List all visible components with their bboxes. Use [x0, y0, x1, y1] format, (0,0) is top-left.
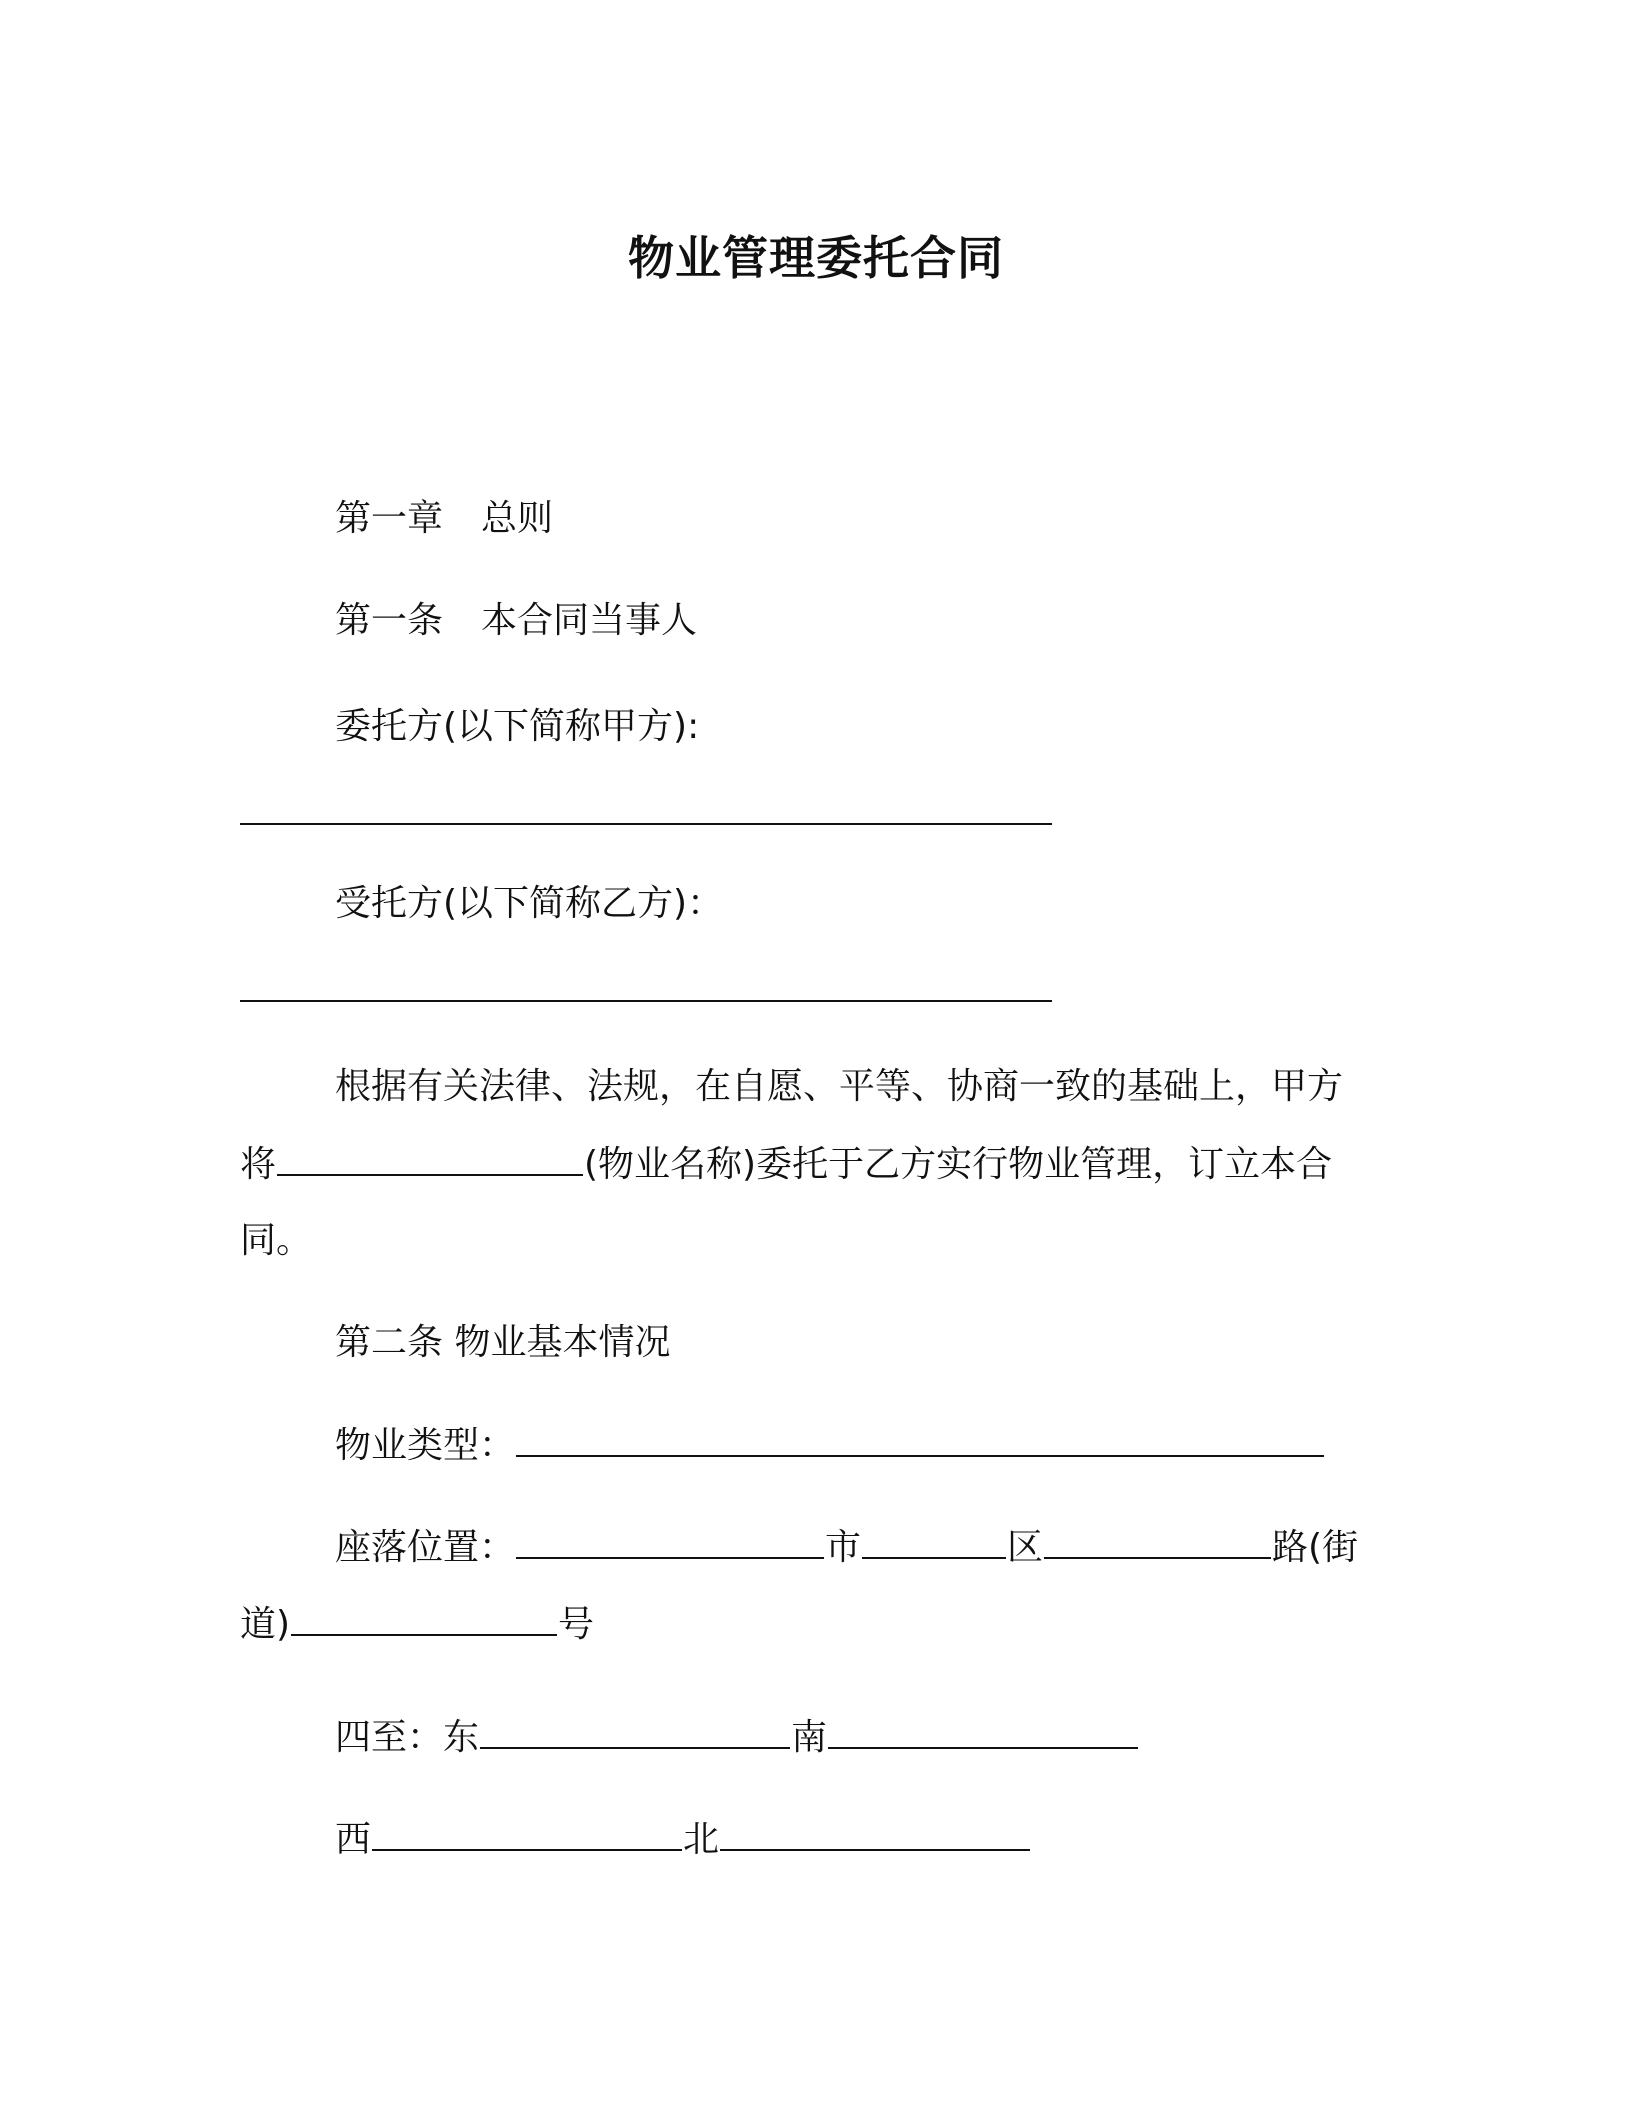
- party-b-blank: [240, 1000, 1052, 1002]
- west-blank: [372, 1815, 682, 1851]
- property-name-blank: [277, 1140, 583, 1176]
- article-1-heading: [335, 597, 697, 645]
- property-type-label: 物业类型：: [335, 1425, 516, 1466]
- article-1-name: 本合同当事人: [481, 600, 698, 641]
- chapter-name: 总则: [481, 498, 554, 539]
- party-a-blank: [240, 823, 1052, 825]
- city-blank: [516, 1523, 824, 1559]
- article-2-heading: 第二条 物业基本情况: [335, 1322, 671, 1363]
- bounds-line-1: [335, 1713, 1139, 1762]
- preamble-line-3: 同。: [240, 1220, 313, 1261]
- north-blank: [720, 1815, 1030, 1851]
- east-blank: [480, 1713, 790, 1749]
- west-label: 西: [335, 1819, 372, 1860]
- preamble-line-2: [240, 1140, 1332, 1189]
- property-type-blank: [516, 1421, 1324, 1457]
- south-blank: [828, 1713, 1138, 1749]
- preamble-rest: (物业名称)委托于乙方实行物业管理，订立本合: [584, 1144, 1333, 1185]
- number-suffix-label: 号: [558, 1604, 595, 1645]
- road-label-cont: 道): [240, 1604, 291, 1645]
- road-blank: [1044, 1523, 1271, 1559]
- property-type-line: [335, 1421, 1325, 1470]
- district-label: 区: [1007, 1527, 1044, 1568]
- party-a-label: 委托方(以下简称甲方):: [335, 706, 700, 747]
- house-number-blank: [291, 1600, 557, 1636]
- party-b-label: 受托方(以下简称乙方)：: [335, 883, 724, 924]
- city-label: 市: [825, 1527, 862, 1568]
- location-line: [335, 1523, 1358, 1572]
- road-label: 路(街: [1272, 1527, 1359, 1568]
- district-blank: [862, 1523, 1006, 1559]
- north-label: 北: [683, 1819, 720, 1860]
- location-label: 座落位置：: [335, 1527, 516, 1568]
- preamble-line-1: 根据有关法律、法规，在自愿、平等、协商一致的基础上，甲方: [335, 1066, 1344, 1107]
- document-title: 物业管理委托合同: [628, 231, 1004, 285]
- south-label: 南: [791, 1717, 828, 1758]
- article-1-number: 第一条: [335, 600, 444, 641]
- bounds-east-label: 四至：东: [335, 1717, 480, 1758]
- chapter-number: 第一章: [335, 498, 444, 539]
- preamble-will: 将: [240, 1144, 277, 1185]
- chapter-heading: [335, 495, 553, 543]
- location-line-2: [240, 1600, 594, 1649]
- bounds-line-2: [335, 1815, 1031, 1864]
